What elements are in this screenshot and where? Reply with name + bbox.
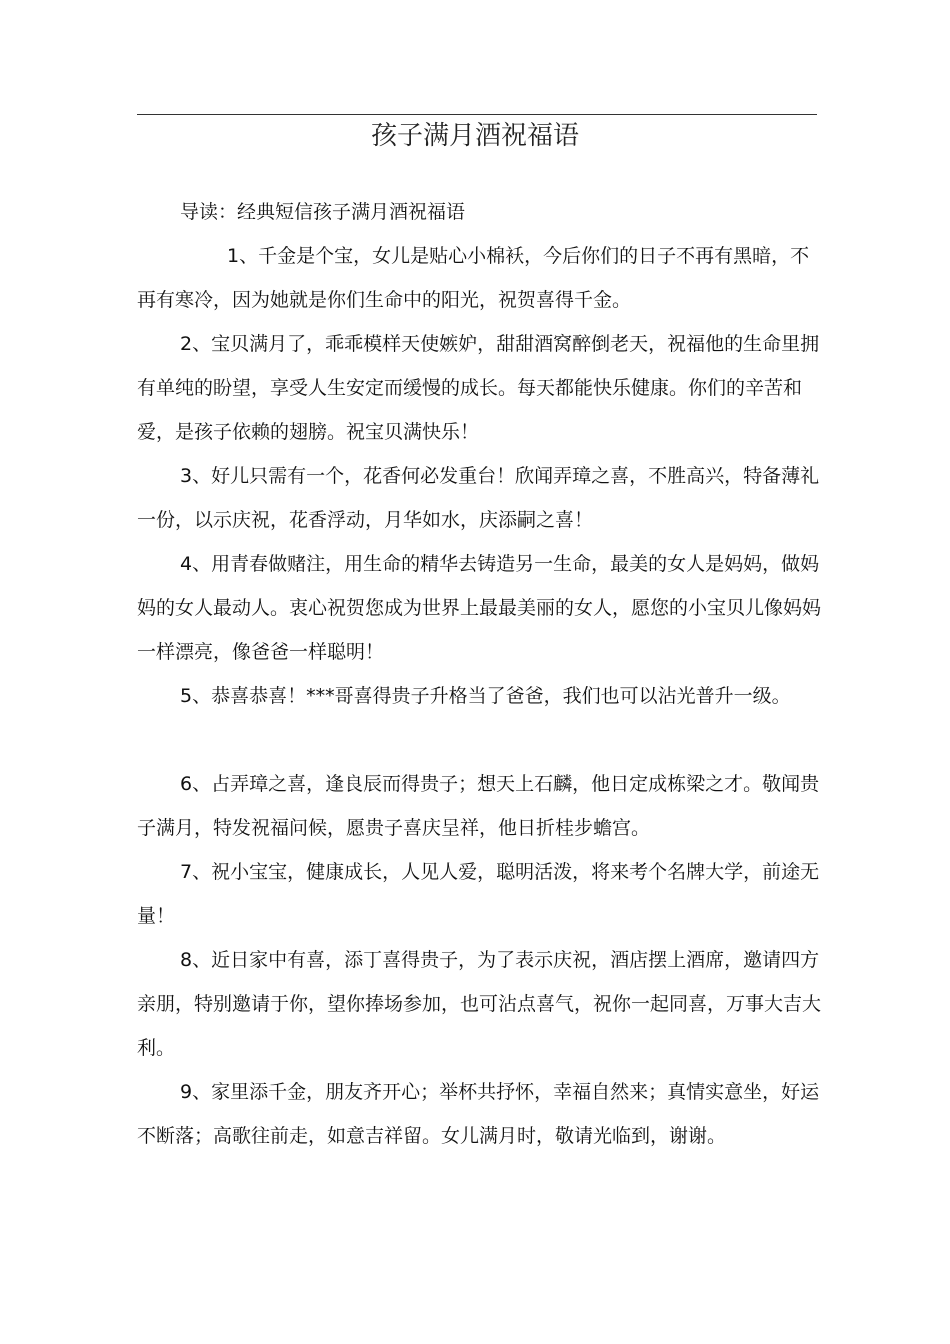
- blessing-item-3: 3、好儿只需有一个，花香何必发重台！欣闻弄璋之喜，不胜高兴，特备薄礼一份，以示庆祝，花香浮动，月华如水，庆添嗣之喜！: [137, 465, 820, 531]
- blessing-item-7: 7、祝小宝宝，健康成长，人见人爱，聪明活泼，将来考个名牌大学，前途无量！: [137, 861, 820, 927]
- blessing-item-5: 5、恭喜恭喜！***哥喜得贵子升格当了爸爸，我们也可以沾光普升一级。: [180, 685, 791, 707]
- header-rule: [137, 114, 817, 115]
- intro-paragraph: 导读：经典短信孩子满月酒祝福语: [180, 201, 466, 223]
- blessing-item-2: 2、宝贝满月了，乖乖模样天使嫉妒，甜甜酒窝醉倒老天，祝福他的生命里拥有单纯的盼望，享受人生安定而缓慢的成长。每天都能快乐健康。你们的辛苦和爱，是孩子依赖的翅膀。祝宝贝满快乐！: [137, 333, 820, 443]
- blessing-item-6: 6、占弄璋之喜，逢良辰而得贵子；想天上石麟，他日定成栋梁之才。敬闻贵子满月，特发祝福问候，愿贵子喜庆呈祥，他日折桂步蟾宫。: [137, 773, 820, 839]
- blessing-item-1: 1、千金是个宝，女儿是贴心小棉袄，今后你们的日子不再有黑暗，不再有寒冷，因为她就是你们生命中的阳光，祝贺喜得千金。: [137, 245, 810, 311]
- document-title: 孩子满月酒祝福语: [370, 121, 579, 151]
- blessing-item-9: 9、家里添千金，朋友齐开心；举杯共抒怀，幸福自然来；真情实意坐，好运不断落；高歌往前走，如意吉祥留。女儿满月时，敬请光临到，谢谢。: [137, 1081, 820, 1147]
- blessing-item-4: 4、用青春做赌注，用生命的精华去铸造另一生命，最美的女人是妈妈，做妈妈的女人最动人。衷心祝贺您成为世界上最最美丽的女人，愿您的小宝贝儿像妈妈一样漂亮，像爸爸一样聪明！: [137, 553, 822, 663]
- blessing-item-8: 8、近日家中有喜，添丁喜得贵子，为了表示庆祝，酒店摆上酒席，邀请四方亲朋，特别邀请于你，望你捧场参加，也可沾点喜气，祝你一起同喜，万事大吉大利。: [137, 949, 822, 1059]
